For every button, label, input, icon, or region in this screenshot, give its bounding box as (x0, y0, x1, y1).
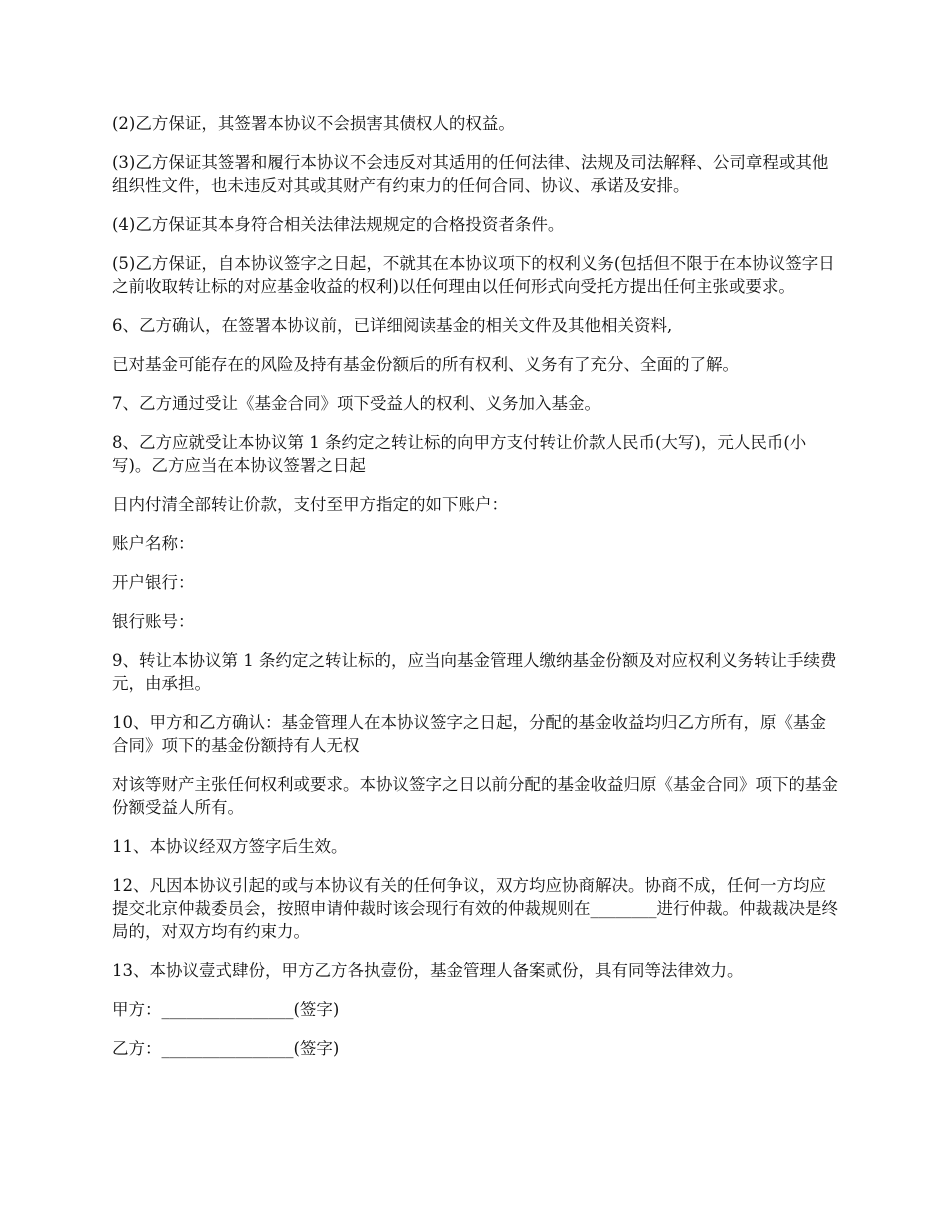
document-body (112, 112, 840, 1076)
clause-13-copies: 13、本协议壹式肆份，甲方乙方各执壹份，基金管理人备案贰份，具有同等法律效力。 (112, 961, 744, 980)
bank-name-field: 开户银行： (112, 573, 195, 592)
party-a-signature-line: 甲方：________________(签字) (112, 1000, 340, 1019)
clause-5-no-claims: (5)乙方保证，自本协议签字之日起，不就其在本协议项下的权利义务(包括但不限于在本协议签字日之前收取转让标的对应基金收益的权利)以任何理由以任何形式向受托方提出任何主张或要求。 (112, 254, 835, 296)
clause-4-qualified-investor: (4)乙方保证其本身符合相关法律法规规定的合格投资者条件。 (112, 215, 565, 234)
clause-7-join-fund: 7、乙方通过受让《基金合同》项下受益人的权利、义务加入基金。 (112, 394, 601, 413)
clause-2-creditor-rights: (2)乙方保证，其签署本协议不会损害其债权人的权益。 (112, 114, 515, 133)
clause-9-transfer-fee: 9、转让本协议第 1 条约定之转让标的，应当向基金管理人缴纳基金份额及对应权利义务转让手续费元，由承担。 (112, 651, 837, 693)
clause-6-risk-understanding: 已对基金可能存在的风险及持有基金份额后的所有权利、义务有了充分、全面的了解。 (112, 355, 739, 374)
clause-6-confirmation: 6、乙方确认，在签署本协议前，已详细阅读基金的相关文件及其他相关资料, (112, 316, 673, 335)
clause-12-dispute-resolution: 12、凡因本协议引起的或与本协议有关的任何争议，双方均应协商解决。协商不成，任何一方均应提交北京仲裁委员会，按照申请仲裁时该会现行有效的仲裁规则在________进行仲裁。仲裁裁决是终局的，对双方均有约束力。 (112, 876, 838, 941)
clause-10-prior-income: 对该等财产主张任何权利或要求。本协议签字之日以前分配的基金收益归原《基金合同》项下的基金份额受益人所有。 (112, 775, 838, 817)
clause-3-no-violation: (3)乙方保证其签署和履行本协议不会违反对其适用的任何法律、法规及司法解释、公司章程或其他组织性文件，也未违反对其或其财产有约束力的任何合同、协议、承诺及安排。 (112, 153, 829, 195)
clause-8-transfer-price: 8、乙方应就受让本协议第 1 条约定之转让标的向甲方支付转让价款人民币(大写)，元人民币(小写)。乙方应当在本协议签署之日起 (112, 433, 807, 475)
party-b-signature-line: 乙方：________________(签字) (112, 1039, 340, 1058)
clause-10-fund-income: 10、甲方和乙方确认：基金管理人在本协议签字之日起，分配的基金收益均归乙方所有，原《基金合同》项下的基金份额持有人无权 (112, 713, 826, 755)
account-name-field: 账户名称： (112, 534, 195, 553)
clause-8-payment-account: 日内付清全部转让价款，支付至甲方指定的如下账户： (112, 495, 508, 514)
bank-account-field: 银行账号： (112, 612, 195, 631)
clause-11-effective: 11、本协议经双方签字后生效。 (112, 837, 348, 856)
